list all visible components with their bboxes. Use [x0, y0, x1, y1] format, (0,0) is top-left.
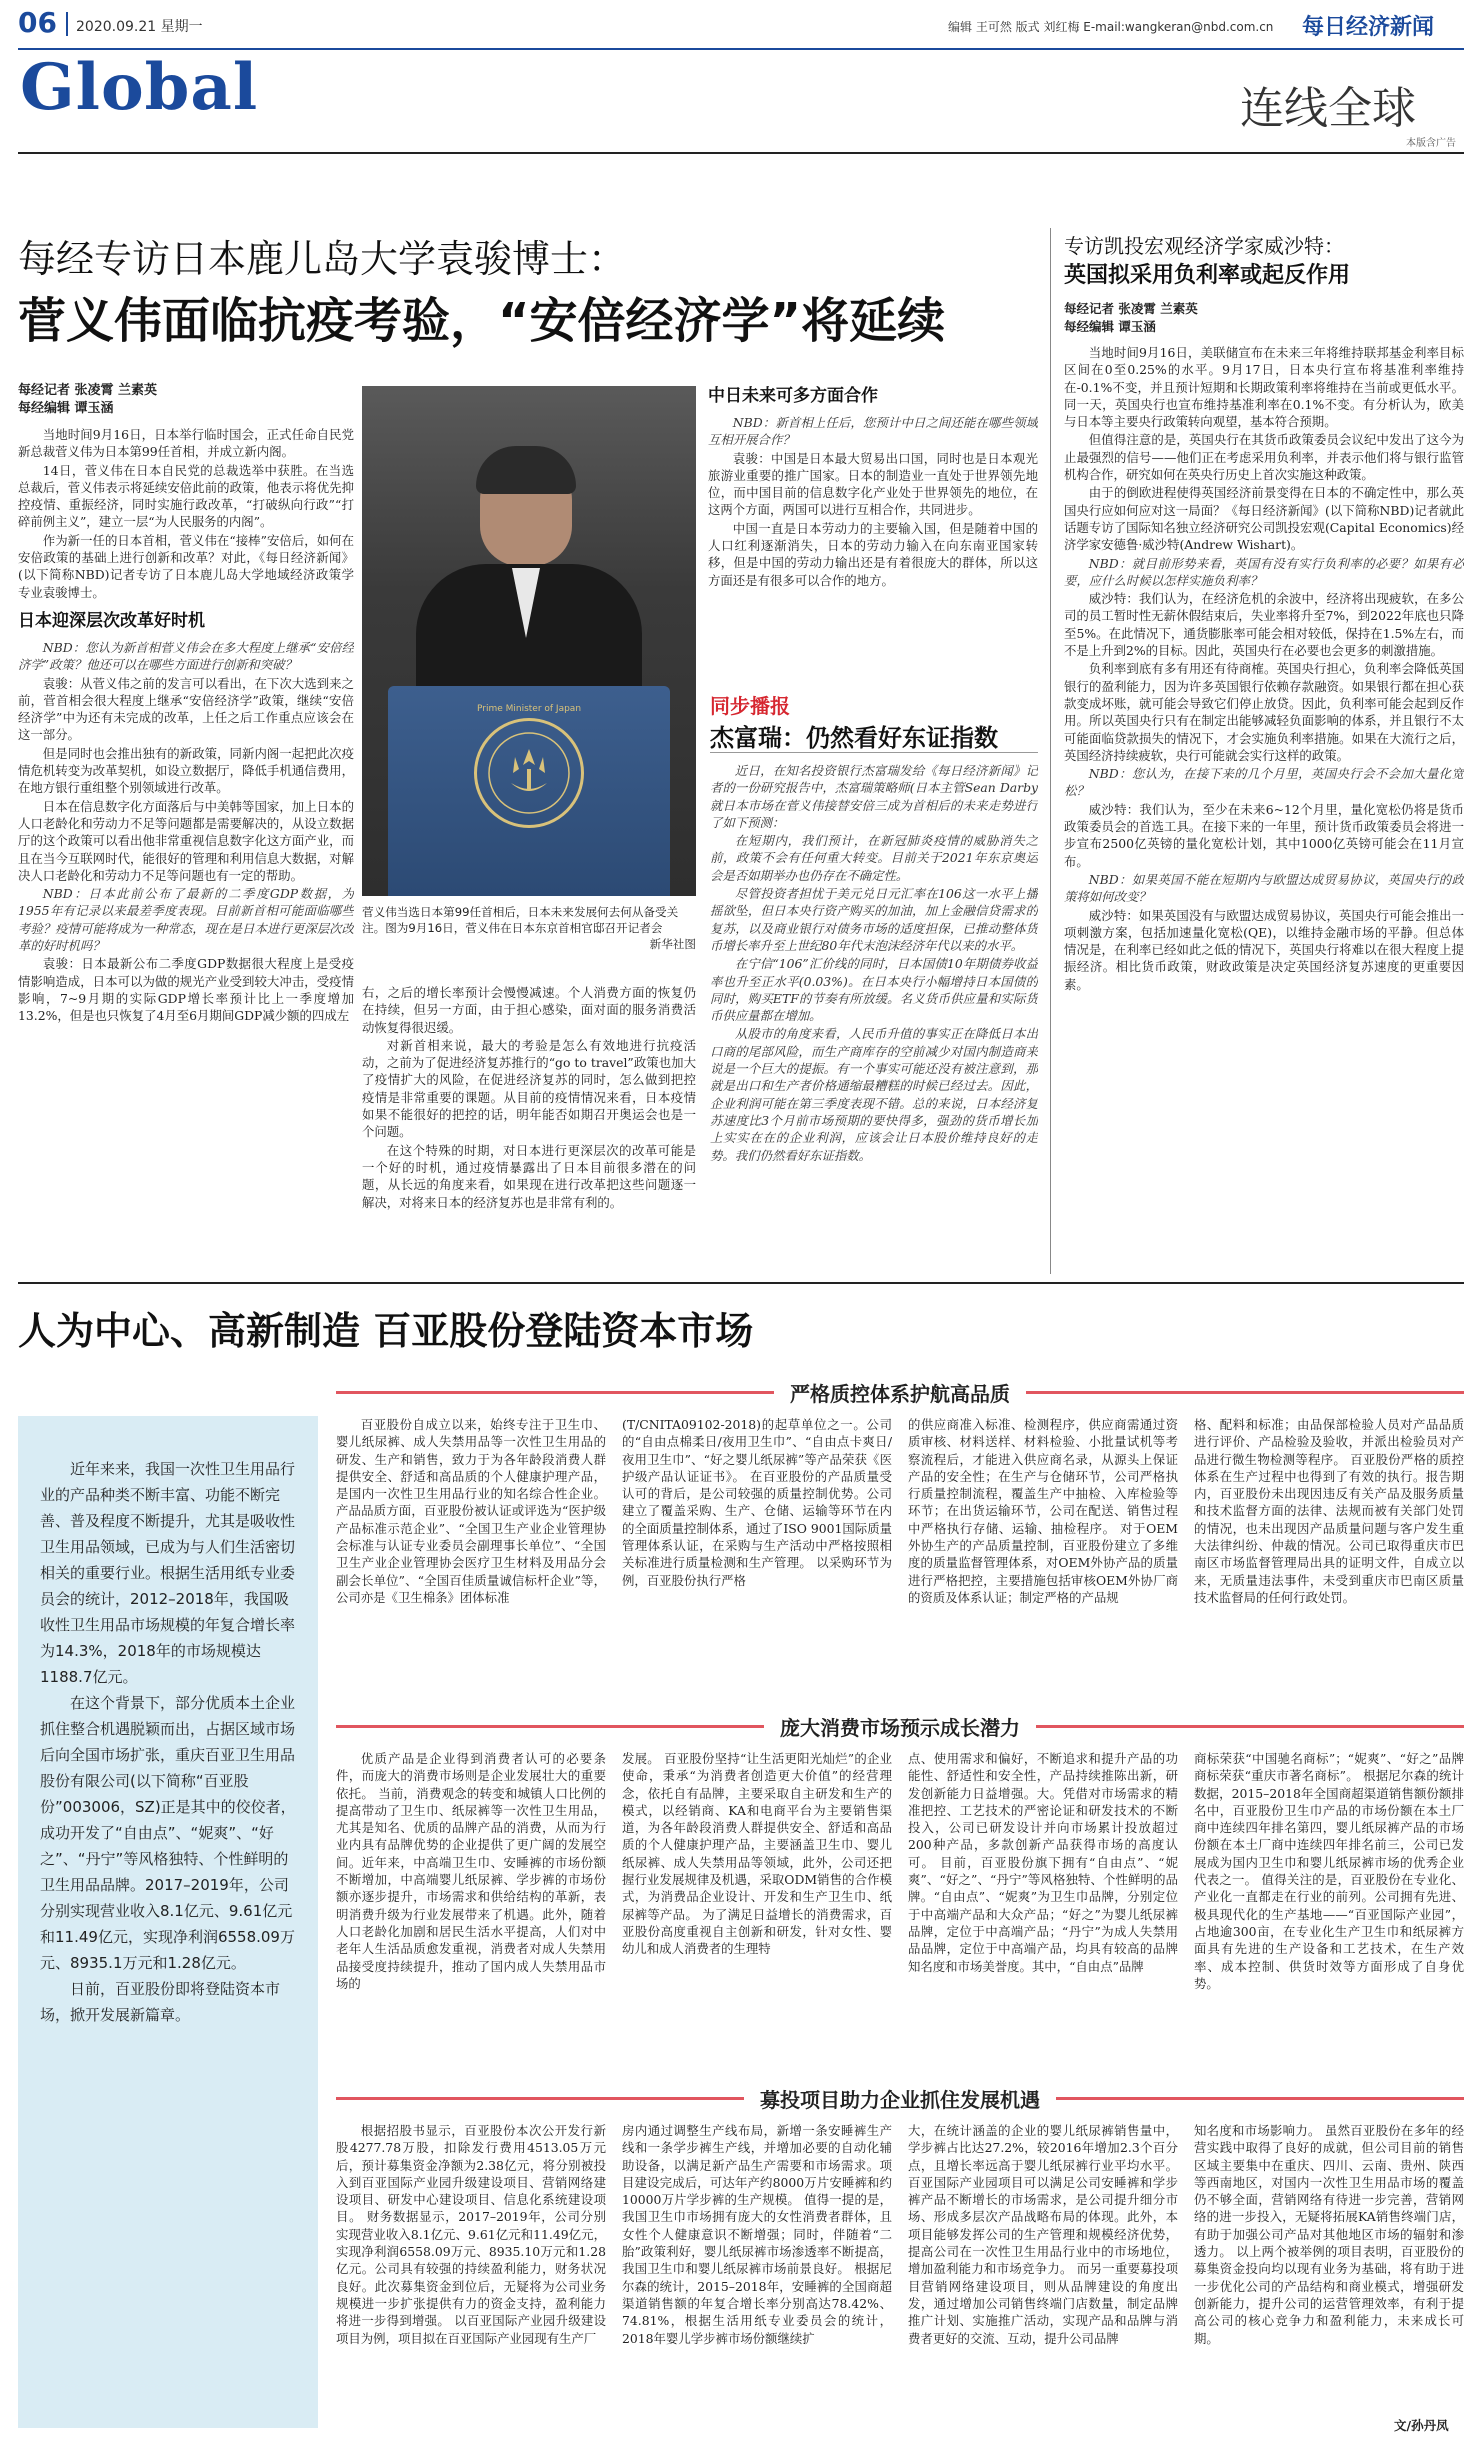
main-byline-reporter: 每经记者 张凌霄 兰素英 — [18, 383, 158, 398]
side-paragraph: 当地时间9月16日，美联储宣布在未来三年将维持联邦基金利率目标区间在0至0.25%的水平。9月17日，日本央行宣布将基准利率维持在-0.1%不变，并且预计短期和长期政策利率将维持在当前或更低水平。同一天，英国央行也宣布维持基准利率在0.1%不变。有分析认为，欧美与日本等主要央行政策转向观望，基本符合预期。 — [1064, 345, 1464, 430]
ad-intro-paragraph: 日前，百亚股份即将登陆资本市场，掀开发展新篇章。 — [40, 1980, 281, 2024]
ad-section-rule — [18, 1282, 1464, 1284]
ad-paragraph: 格、配料和标准；由品保部检验人员对产品品质进行评价、产品检验及验收，并派出检验员对产品进行微生物检测等程序。 百亚股份严格的质控体系在生产过程中也得到了有效的执行。报告期内，百亚股份未出现因违反有关产品及服务质量和技术监督方面的法律、法规而被有关部门处罚的情况，也未出现因产品质量问题与客户发生重大法律纠纷、仲裁的情况。公司已取得重庆市巴南区市场监督管理局出具的证明文件，自成立以来，无质量违法事件，未受到重庆市巴南区质量技术监督局的任何行政处罚。 — [1194, 1417, 1464, 1605]
issue-date: 2020.09.21 星期一 — [76, 19, 203, 35]
ad-sec2-col-2 — [622, 1750, 892, 2072]
ad-sec3-col-2 — [622, 2122, 892, 2430]
title-line-right — [1056, 2097, 1464, 2100]
main-paragraph: 在这个特殊的时期，对日本进行更深层次的改革可能是一个好的时机，通过疫情暴露出了日本目前很多潜在的问题，从长远的角度来看，如果现在进行改革把这些问题逐一解决，对将来日本的经济复苏也是非常有利的。 — [362, 1142, 696, 1210]
side-paragraph: 负利率到底有多有用还有待商榷。英国央行担心，负利率会降低英国银行的盈利能力，因为许多英国银行依赖存款融资。如果银行都在担心获款变成坏账，就可能会导致它们停止放贷。因此，负利率可能会起到反作用。所以英国央行只有在制定出能够减轻负面影响的体系，并且银行不太可能面临贷款损失的情况下，才会实施负利率措施。如果在大流行之后，英国经济持续疲软，央行可能就会实行这样的政策。 — [1064, 661, 1464, 763]
ad-section-2-label: 庞大消费市场预示成长潜力 — [780, 1716, 1020, 1740]
ad-sec3-col-1 — [336, 2122, 606, 2430]
ad-intro-paragraph: 近年来来，我国一次性卫生用品行业的产品种类不断丰富、功能不断完善、普及程度不断提升，尤其是吸收性卫生用品领域，已成为与人们生活密切相关的重要行业。根据生活用纸专业委员会的统计，2012–2018年，我国吸收性卫生用品市场规模的年复合增长率为14.3%，2018年的市场规模达1188.7亿元。 — [40, 1460, 296, 1686]
paulownia-seal-icon — [477, 721, 581, 825]
main-paragraph: 当地时间9月16日，日本举行临时国会，正式任命自民党新总裁菅义伟为日本第99任首相，并成立新内阁。 — [18, 427, 354, 460]
ad-intro-box — [18, 1416, 318, 2428]
ad-paragraph: (T/CNITA09102-2018)的起草单位之一。公司的“自由点棉柔日/夜用卫生巾”、“自由点卡爽日/夜用卫生巾”、“好之婴儿纸尿裤”等产品荣获《医护级产品认证证书》。 在百亚股份的产品质量受认可的背后，是公司较强的质量控制优势。公司建立了覆盖采购、生产、仓储、运输等环节在内的全面质量控制体系，通过了ISO 9001国际质量管理体系认证，在采购与生产活动中严格按照相关标准进行质量检测和生产管理。 以采购环节为例，百亚股份执行严格 — [622, 1417, 892, 1588]
ad-headline: 人为中心、高新制造 百亚股份登陆资本市场 — [18, 1309, 754, 1353]
ad-sec2-col-1 — [336, 1750, 606, 2072]
main-column-2 — [362, 984, 696, 1274]
sync-paragraph: 近日，在知名投资银行杰富瑞发给《每日经济新闻》记者的一份研究报告中，杰富瑞策略师(日本主管Sean Darby就日本市场在菅义伟接替安倍三成为首相后的未来走势进行了如下预测： — [710, 763, 1038, 830]
main-paragraph: 14日，菅义伟在日本自民党的总裁选举中获胜。在当选总裁后，菅义伟表示将延续安倍此前的政策，他表示将优先抑控疫情、重振经济，同时实施行政改革，“打破纵向行政”“打碎前例主义”，建立一层“为人民服务的内阁”。 — [18, 462, 354, 530]
ad-section-2-title — [336, 1712, 1464, 1741]
main-paragraph: 袁骏：中国是日本最大贸易出口国，同时也是日本观光旅游业重要的推广国家。日本的制造业一直处于世界领先地位，而中国目前的信息数字化产业处于世界领先的地位，在这两个方面，两国可以进行互相合作，共同进步。 — [708, 450, 1038, 518]
main-headline: 菅义伟面临抗疫考验，“安倍经济学”将延续 — [18, 293, 946, 349]
side-paragraph: 威沙特：我们认为，至少在未来6~12个月里，量化宽松仍将是货币政策委员会的首选工具。在接下来的一年里，预计货币政策委员会将进一步宣布2500亿英镑的量化宽松计划，其中1000亿英镑可能会在11月宣布。 — [1064, 801, 1464, 869]
question-paragraph: NBD：日本此前公布了最新的二季度GDP数据，为1955年有记录以来最差季度表现。目前新首相可能面临哪些考验？疫情可能将成为一种常态，现在是日本进行更深层次改革的好时机吗？ — [18, 886, 354, 954]
ad-sec1-col-1 — [336, 1416, 606, 1702]
photo-credit: 新华社图 — [649, 937, 696, 951]
ad-section-3-title — [336, 2084, 1464, 2113]
masthead: 每日经济新闻 — [1302, 15, 1435, 40]
question-paragraph: NBD：您认为新首相菅义伟会在多大程度上继承“安倍经济学”政策？他还可以在哪些方面进行创新和突破？ — [18, 639, 354, 673]
ad-sec1-col-3 — [908, 1416, 1178, 1702]
ad-sec2-col-4 — [1194, 1750, 1464, 2072]
page-header — [0, 0, 1482, 50]
photo-seal-text: Prime Minister of Japan — [476, 704, 582, 714]
question-paragraph: NBD：就目前形势来看，英国有没有实行负利率的必要？如果有必要，应什么时候以怎样实施负利率？ — [1064, 555, 1464, 588]
main-subheading-1: 日本迎深层次改革好时机 — [18, 610, 205, 631]
main-paragraph: 中国一直是日本劳动力的主要输入国，但是随着中国的人口红利逐渐消失，日本的劳动力输入在向东南亚国家转移，但是中国的劳动力输出还是有着很庞大的群体，所以这方面还是有很多可以合作的地方。 — [708, 520, 1038, 588]
ad-paragraph: 商标荣获“中国驰名商标”；“妮爽”、“好之”品牌商标荣获“重庆市著名商标”。 根据尼尔森的统计数据，2015–2018年全国商超渠道销售额份额排名中，百亚股份卫生巾产品的市场份额在本土厂商中连续四年排名第四，婴儿纸尿裤产品的市场份额在本土厂商中连续四年排名前三，公司已发展成为国内卫生巾和婴儿纸尿裤市场的优秀企业代表之一。 值得关注的是，百亚股份在专业化、产业化一直都走在行业的前列。公司拥有先进、极具现代化的生产基地——“百亚国际产业园”，占地逾300亩，在专业化生产卫生巾和纸尿裤方面具有先进的生产设备和工艺技术，在生产效率、成本控制、供货时效等方面形成了自身优势。 — [1194, 1751, 1464, 1991]
main-paragraph: 对新首相来说，最大的考验是怎么有效地进行抗疫活动，之前为了促进经济复苏推行的“go to travel”政策也加大了疫情扩大的风险，在促进经济复苏的同时，怎么做到把控疫情是非常重要的课题。从目前的疫情情况来看，日本疫情如果不能很好的把控的话，明年能否如期召开奥运会也是一个问题。 — [362, 1037, 696, 1140]
photo-caption-text: 菅义伟当选日本第99任首相后，日本未来发展何去何从备受关注。图为9月16日，菅义伟在日本东京首相官邸召开记者会 — [362, 905, 679, 935]
main-byline-editor: 每经编辑 谭玉涵 — [18, 401, 114, 416]
section-title-en: Global — [20, 50, 259, 125]
side-byline-editor: 每经编辑 谭玉涵 — [1064, 319, 1156, 334]
main-paragraph: 作为新一任的日本首相，菅义伟在“接棒”安倍后，如何在安倍政策的基础上进行创新和改革？对此，《每日经济新闻》(以下简称NBD)记者专访了日本鹿儿岛大学地域经济政策学专业袁骏博士。 — [18, 532, 354, 600]
ad-sec1-col-4 — [1194, 1416, 1464, 1702]
main-paragraph: 但是同时也会推出独有的新政策，同新内阁一起把此次疫情危机转变为改革契机，如设立数据厅，降低手机通信费用，在地方银行重组整个别领域进行改革。 — [18, 745, 354, 796]
header-divider-icon — [66, 12, 68, 36]
main-column-1 — [18, 426, 354, 1268]
ad-section-1-title — [336, 1378, 1464, 1407]
ad-paragraph: 知名度和市场影响力。 虽然百亚股份在多年的经营实践中取得了良好的成就，但公司目前的销售区域主要集中在重庆、四川、云南、贵州、陕西等西南地区，对国内一次性卫生用品市场的覆盖仍不够全面，营销网络有待进一步完善，营销网络的进一步投入，无疑将拓展KA销售终端门店，有助于加强公司产品对其他地区市场的辐射和渗透力。 以上两个被举例的项目表明，百亚股份的募集资金投向均以现有业务为基础，将有助于进一步优化公司的产品结构和商业模式，增强研发创新能力，提升公司的运营管理效率，有利于提高公司的核心竞争力和盈利能力，未来成长可期。 — [1194, 2123, 1464, 2346]
main-paragraph: 右，之后的增长率预计会慢慢减速。个人消费方面的恢复仍在持续，但另一方面，由于担心感染，面对面的服务消费活动恢复得很迟缓。 — [362, 985, 696, 1035]
ad-paragraph: 百亚股份自成立以来，始终专注于卫生巾、婴儿纸尿裤、成人失禁用品等一次性卫生用品的研发、生产和销售，致力于为各年龄段消费人群提供安全、舒适和高品质的个人健康护理产品，是国内一次性卫生用品行业的知名综合性企业。 产品品质方面，百亚股份被认证或评选为“医护级产品标准示范企业”、“全国卫生产业企业管理协会标准与认证专业委员会副理事长单位”、“全国卫生产业企业管理协会医疗卫生材料及用品分会副会长单位”、“全国百佳质量诚信标杆企业”等，公司亦是《卫生棉条》团体标准 — [336, 1417, 606, 1605]
side-body — [1064, 344, 1464, 1272]
ad-section-1-label: 严格质控体系护航高品质 — [790, 1382, 1010, 1406]
ad-paragraph: 大，在统计涵盖的企业的婴儿纸尿裤销售量中，学步裤占比达27.2%，较2016年增加2.3个百分点，且增长率远高于婴儿纸尿裤行业平均水平。 百亚国际产业园项目可以满足公司安睡裤和学步裤产品不断增长的市场需求，是公司提升细分市场、形成多层次产品战略布局的体现。此外，本项目能够发挥公司的生产管理和规模经济优势，提高公司在一次性卫生用品行业中的市场地位，增加盈利能力和市场竞争力。 而另一重要募投项目营销网络建设项目，则从品牌建设的角度出发，通过增加公司销售终端门店数量，制定品牌推广计划、实施推广活动，实现产品和品牌与消费者更好的交流、互动，提升公司品牌 — [908, 2123, 1178, 2346]
sync-paragraph: 从股市的角度来看，人民币升值的事实正在降低日本出口商的尾部风险，而生产商库存的空前减少对国内制造商来说是一个巨大的提振。有一个事实可能还没有被注意到，那就是出口和生产者价格通缩最糟糕的时候已经过去。因此，企业利润可能在第三季度表现不错。总的来说，日本经济复苏速度比3个月前市场预期的要快得多，强劲的货币增长加上实实在在的企业利润，应该会让日本股价维持良好的走势。我们仍然看好东证指数。 — [710, 1026, 1038, 1163]
sync-label: 同步播报 — [710, 694, 790, 718]
news-photo — [362, 386, 696, 896]
title-line-right — [1026, 1391, 1464, 1394]
ad-sec2-col-3 — [908, 1750, 1178, 2072]
main-kicker: 每经专访日本鹿儿岛大学袁骏博士： — [18, 237, 627, 281]
side-paragraph: 威沙特：我们认为，在经济危机的余波中，经济将出现疲软，在多公司的员工暂时性无薪休假结束后，失业率将升至7%，到2022年底也只降至5%。在此情况下，通货膨胀率可能会相对较低，保持在1.5%左右，而不是上升到2%的目标。因此，英国央行在必要也会更多的刺激措施。 — [1064, 591, 1464, 659]
title-line-right — [1036, 1725, 1464, 1728]
main-paragraph: 袁骏：日本最新公布二季度GDP数据很大程度上是受疫情影响造成，日本可以为做的规光产业受到较大冲击，受疫情影响，7~9月期的实际GDP增长率预计比上一季度增加13.2%，但是也只恢复了4月至6月期间GDP减少额的四成左 — [18, 956, 354, 1024]
ad-paragraph: 的供应商准入标准、检测程序，供应商需通过资质审核、材料送样、材料检验、小批量试机等考察流程后，才能进入供应商名录，从源头上保证产品的安全性；在生产与仓储环节，公司严格执行质量控制流程，覆盖生产中抽检、入库检验等环节；在出货运输环节，公司在配送、销售过程中严格执行存储、运输、抽检程序。 对于OEM外协生产的产品质量控制，百亚股份建立了多维度的质量监督管理体系，对OEM外协产品的质量进行严格把控，主要措施包括审核OEM外协厂商的资质及体系认证；制定严格的产品规 — [908, 1417, 1178, 1605]
ad-paragraph: 点、使用需求和偏好，不断追求和提升产品的功能性、舒适性和安全性，产品持续推陈出新，研发创新能力日益增强。大。凭借对市场需求的精准把控、工艺技术的严密论证和研发技术的不断投入，公司已研发设计并向市场累计投放超过200种产品，多款创新产品获得市场的高度认可。 目前，百亚股份旗下拥有“自由点”、“妮爽”、“好之”、“丹宁”等风格独特、个性鲜明的品牌。“自由点”、“妮爽”为卫生巾品牌，分别定位于中高端产品和大众产品；“好之”为婴儿纸尿裤品牌，定位于中高端产品；“丹宁”为成人失禁用品品牌，定位于中高端产品，均具有较高的品牌知名度和市场美誉度。其中，“自由点”品牌 — [908, 1751, 1178, 1974]
editor-info: 编辑 王可然 版式 刘红梅 E-mail:wangkeran@nbd.com.cn — [948, 20, 1274, 34]
title-line-left — [336, 2097, 744, 2100]
ad-intro-paragraph: 在这个背景下，部分优质本土企业抓住整合机遇脱颖而出，占据区域市场后向全国市场扩张，重庆百亚卫生用品股份有限公司(以下简称“百亚股份”003006，SZ)正是其中的佼佼者，成功开发了“自由点”、“妮爽”、“好之”、“丹宁”等风格独特、个性鲜明的卫生用品品牌。2017–2019年，公司分别实现营业收入8.1亿元、9.61亿元和11.49亿元，实现净利润6558.09万元、8935.1万元和1.28亿元。 — [40, 1694, 296, 1972]
main-paragraph: 袁骏：从菅义伟之前的发言可以看出，在下次大选到来之前，菅首相会很大程度上继承“安倍经济学”政策，继续“安倍经济学”中为还有未完成的改革，上任之后工作重点应该会在这一部分。 — [18, 675, 354, 743]
question-paragraph: NBD：如果英国不能在短期内与欧盟达成贸易协议，英国央行的政策将如何改变？ — [1064, 871, 1464, 905]
sync-body — [710, 762, 1038, 1272]
side-headline: 英国拟采用负利率或起反作用 — [1064, 263, 1351, 288]
side-byline-reporter: 每经记者 张凌霄 兰素英 — [1064, 301, 1198, 316]
ad-paragraph: 发展。 百亚股份坚持“让生活更阳光灿烂”的企业使命，秉承“为消费者创造更大价值”的经营理念，依托自有品牌，主要采取自主研发和生产的模式，以经销商、KA和电商平台为主要销售渠道，为各年龄段消费人群提供安全、舒适和高品质的个人健康护理产品，主要涵盖卫生巾、婴儿纸尿裤、成人失禁用品等领域，此外，公司还把握行业发展规律及机遇，采取ODM销售的合作模式，为消费品企业设计、开发和生产卫生巾、纸尿裤等产品。 为了满足日益增长的消费需求，百亚股份高度重视自主创新和研发，针对女性、婴幼儿和成人消费者的生理特 — [622, 1751, 892, 1957]
question-paragraph: NBD：您认为，在接下来的几个月里，英国央行会不会加大量化宽松？ — [1064, 766, 1464, 799]
question-paragraph: NBD：新首相上任后，您预计中日之间还能在哪些领域互相开展合作？ — [708, 415, 1038, 448]
photo-caption — [362, 904, 696, 952]
sync-rule — [710, 752, 1038, 753]
title-line-left — [336, 1391, 774, 1394]
main-paragraph: 日本在信息数字化方面落后与中美韩等国家，加上日本的人口老龄化和劳动力不足等问题都是需要解决的，从设立数据厅的这个政策可以看出他非常重视信息数字化这方面产业，而且在当今互联网时代，能很好的管理和利用信息大数据，对解决人口老龄化和劳动力不足等问题也有一定的帮助。 — [18, 798, 354, 883]
page-number: 06 — [18, 6, 57, 39]
side-paragraph: 由于的倒欧进程使得英国经济前景变得在日本的不确定性中，那么英国央行应如何应对这一局面？《每日经济新闻》(以下简称NBD)记者就此话题专访了国际知名独立经济研究公司凯投宏观(Capital Economics)经济学家安德鲁·威沙特(Andrew Wishart)。 — [1064, 485, 1464, 553]
main-column-3 — [708, 384, 1038, 664]
ad-paragraph: 房内通过调整生产线布局，新增一条安睡裤生产线和一条学步裤生产线，并增加必要的自动化辅助设备，以满足新产品生产需要和市场需求。项目建设完成后，可达年产约8000万片安睡裤和约10000万片学步裤的生产规模。 值得一提的是，我国卫生巾市场拥有庞大的女性消费者群体，且女性个人健康意识不断增强；同时，伴随着“二胎”政策利好，婴儿纸尿裤市场渗透率不断提高，我国卫生巾和婴儿纸尿裤市场前景良好。 根据尼尔森的统计，2015–2018年，安睡裤的全国商超渠道销售额的年复合增长率分别高达78.42%、74.81%，根据生活用纸专业委员会的统计，2018年婴儿学步裤市场份额继续扩 — [622, 2123, 892, 2346]
side-paragraph: 但值得注意的是，英国央行在其货币政策委员会议纪中发出了这今为止最强烈的信号——他们正在考虑采用负利率，并表示他们将与银行监管机构合作，研究如何在英央行历史上首次实施这种政策。 — [1064, 432, 1464, 483]
ad-sec3-col-3 — [908, 2122, 1178, 2430]
ad-sec3-col-4 — [1194, 2122, 1464, 2412]
section-rule — [18, 152, 1464, 154]
ad-paragraph: 优质产品是企业得到消费者认可的必要条件，而庞大的消费市场则是企业发展壮大的重要依托。 当前，消费观念的转变和城镇人口比例的提高带动了卫生巾、纸尿裤等一次性卫生用品，尤其是知名、优质的品牌产品的消费，从而为行业内具有品牌优势的企业提供了更广阔的发展空间。近年来，中高端卫生巾、安睡裤的市场份额不断增加，中高端婴儿纸尿裤、学步裤的市场份额亦逐步提升，市场需求和供给结构的革新，表明消费升级为行业发展带来了机遇。此外，随着人口老龄化加剧和居民生活水平提高，人们对中老年人生活品质愈发重视，消费者对成人失禁用品接受度持续提升，推动了国内成人失禁用品市场的 — [336, 1751, 606, 1991]
ad-paragraph: 根据招股书显示，百亚股份本次公开发行新股4277.78万股，扣除发行费用4513.05万元后，预计募集资金净额为2.38亿元，将分别被投入到百亚国际产业园升级建设项目、营销网络建设项目、研发中心建设项目、信息化系统建设项目。 财务数据显示，2017–2019年，公司分别实现营业收入8.1亿元、9.61亿元和11.49亿元，实现净利润6558.09万元、8935.10万元和1.28亿元。公司具有较强的持续盈利能力，财务状况良好。此次募集资金到位后，无疑将为公司业务规模进一步扩张提供有力的资金支持，盈利能力将进一步得到增强。 以百亚国际产业园升级建设项目为例，项目拟在百亚国际产业园现有生产厂 — [336, 2123, 606, 2346]
sync-paragraph: 尽管投资者担忧于美元兑日元汇率在106这一水平上播摇欲坠，但日本央行资产购买的加油，加上金融信贷需求的复苏，以及商业银行对债务市场的适度担保，已推动整体货币增长率升至上世纪80年代末泡沫经济年代以来的水平。 — [710, 886, 1038, 953]
sync-paragraph: 在宁信“106”汇价线的同时，日本国债10年期债券收益率也升至正水平(0.03%)。在日本央行小幅增持日本国债的同时，购买ETF的节奏有所放缓。名义货币供应量和实际货币供应量都在增加。 — [710, 956, 1038, 1024]
title-line-left — [336, 1725, 764, 1728]
ad-sec1-col-2 — [622, 1416, 892, 1702]
sync-paragraph: 在短期内，我们预计，在新冠肺炎疫情的威胁消失之前，政策不会有任何重大转变。目前关于2021年东京奥运会是否如期举办也仍存在不确定性。 — [710, 833, 1038, 883]
photo-seal-icon — [474, 718, 584, 828]
ad-section-3-label: 募投项目助力企业抓住发展机遇 — [760, 2088, 1040, 2112]
main-subheading-2: 中日未来可多方面合作 — [708, 386, 878, 406]
side-paragraph: 威沙特：如果英国没有与欧盟达成贸易协议，英国央行可能会推出一项刺激方案，包括加速量化宽松(QE)，以维持金融市场的平静。但总体情况是，在利率已经如此之低的情况下，英国央行将难以在很大程度上提振经济。相比货币政策，财政政策是决定英国经济复苏速度的更重要因素。 — [1064, 907, 1464, 992]
ad-author: 文/孙丹凤 — [1394, 2418, 1449, 2433]
sync-headline: 杰富瑞：仍然看好东证指数 — [710, 724, 998, 752]
section-title-cn: 连线全球 — [1240, 83, 1416, 134]
ad-note: 本版含广告 — [1406, 138, 1456, 149]
side-kicker: 专访凯投宏观经济学家威沙特： — [1064, 234, 1344, 258]
column-divider — [1050, 228, 1051, 1274]
